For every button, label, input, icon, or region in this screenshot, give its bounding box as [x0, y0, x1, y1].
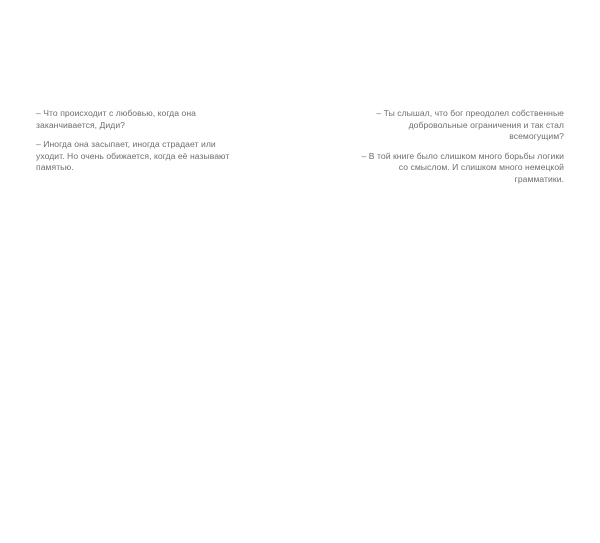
left-paragraph-2: – Иногда она засыпает, иногда страдает или уходит. Но очень обижается, когда её называют памятью. — [36, 139, 230, 173]
left-page-text — [36, 108, 262, 182]
right-page-text — [330, 108, 564, 194]
left-paragraph-1: – Что происходит с любовью, когда она заканчивается, Диди? — [36, 108, 196, 130]
right-paragraph-2: – В той книге было слишком много борьбы логики со смыслом. И слишком много немецкой грамматики. — [361, 150, 564, 184]
right-paragraph-1: – Ты слышал, что бог преодолел собственные добровольные ограничения и так стал всемогущим? — [376, 108, 564, 142]
